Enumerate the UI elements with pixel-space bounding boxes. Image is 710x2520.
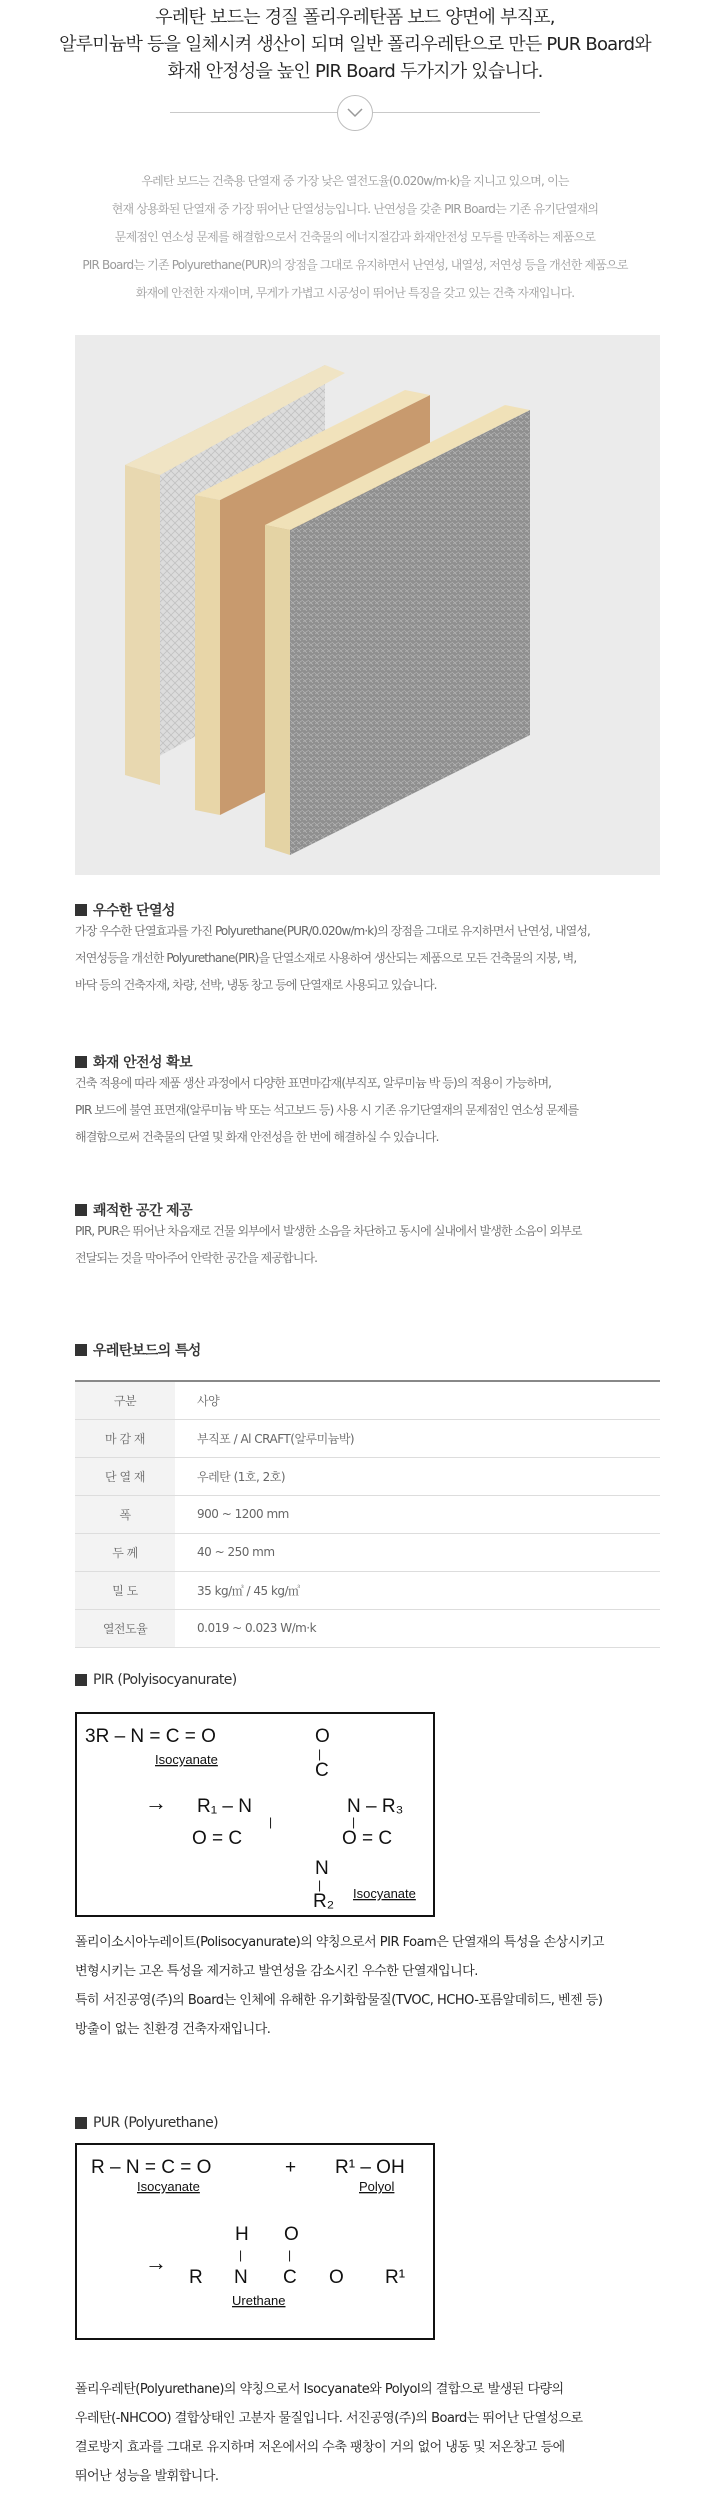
caption-line: 폴리우레탄(Polyurethane)의 약칭으로서 Isocyanate와 Polyol의 결합으로 발생된 다량의 xyxy=(75,2382,564,2397)
spec-table xyxy=(75,1380,660,1648)
pur-caption xyxy=(75,2375,665,2491)
section-body-comfort xyxy=(75,1218,655,1272)
section-title-text: PIR (Polyisocyanurate) xyxy=(93,1672,237,1688)
pir-bond: | xyxy=(318,1747,322,1761)
table-cell-label: 마 감 재 xyxy=(75,1419,175,1457)
section-line: 해결함으로써 건축물의 단열 및 화재 안전성을 한 번에 해결하실 수 있습니다. xyxy=(75,1130,439,1144)
product-image xyxy=(75,335,660,875)
table-header-row xyxy=(75,1381,660,1419)
table-header-cell: 사양 xyxy=(175,1381,660,1419)
table-cell-value: 900 ~ 1200 mm xyxy=(175,1495,660,1533)
pur-formula-diagram xyxy=(75,2143,435,2340)
table-cell-label: 두 께 xyxy=(75,1533,175,1571)
pur-plus: + xyxy=(285,2157,297,2178)
table-cell-label: 열전도율 xyxy=(75,1609,175,1647)
headline-line: 알루미늄박 등을 일체시켜 생산이 되며 일반 폴리우레탄으로 만든 PUR Board와 xyxy=(59,34,651,55)
section-title-fire-safety xyxy=(75,1052,192,1072)
pir-bond: | xyxy=(352,1815,356,1829)
table-cell-label: 폭 xyxy=(75,1495,175,1533)
section-title-text: 쾌적한 공간 제공 xyxy=(93,1203,193,1219)
table-row xyxy=(75,1571,660,1609)
pir-bottom-n: N xyxy=(315,1858,329,1879)
table-cell-value: 35 kg/㎥ / 45 kg/㎥ xyxy=(175,1571,660,1609)
pir-top-o: O xyxy=(315,1726,330,1747)
table-row xyxy=(75,1533,660,1571)
caption-line: 방출이 없는 친환경 건축자재입니다. xyxy=(75,2022,271,2037)
pur-reactant2-label: Polyol xyxy=(359,2179,395,2194)
pur-row-n: N xyxy=(234,2267,248,2288)
pur-row-o: O xyxy=(329,2267,344,2288)
section-line: 저연성등을 개선한 Polyurethane(PIR)을 단열소재로 사용하여 생산되는 제품으로 모든 건축물의 지붕, 벽, xyxy=(75,951,577,965)
caption-line: 결로방지 효과를 그대로 유지하며 저온에서의 수축 팽창이 거의 없어 냉동 및 저온창고 등에 xyxy=(75,2440,565,2455)
section-title-text: PUR (Polyurethane) xyxy=(93,2115,219,2131)
pur-arrow: → xyxy=(145,2250,167,2275)
section-line: PIR 보드에 불연 표면재(알루미늄 박 또는 석고보드 등) 사용 시 기존 유기단열재의 문제점인 연소성 문제를 xyxy=(75,1103,579,1117)
table-cell-value: 우레탄 (1호, 2호) xyxy=(175,1457,660,1495)
pir-reactant: 3R – N = C = O xyxy=(85,1726,216,1747)
chevron-down-icon xyxy=(337,95,373,131)
section-title-comfort xyxy=(75,1200,192,1220)
caption-line: 변형시키는 고온 특성을 제거하고 발연성을 감소시킨 우수한 단열재입니다. xyxy=(75,1964,478,1979)
pur-row-r: R xyxy=(189,2267,203,2288)
intro-text xyxy=(40,167,670,307)
section-title-pir xyxy=(75,1672,237,1688)
pir-caption xyxy=(75,1928,665,2044)
pir-bond: | xyxy=(269,1815,273,1829)
pur-bond: | xyxy=(239,2248,243,2262)
caption-line: 우레탄(-NHCOO) 결합상태인 고분자 물질입니다. 서진공영(주)의 Board는 뛰어난 단열성으로 xyxy=(75,2411,583,2426)
intro-line: 현재 상용화된 단열재 중 가장 뛰어난 단열성능입니다. 난연성을 갖춘 PIR Board는 기존 유기단열재의 xyxy=(111,202,599,216)
table-row xyxy=(75,1419,660,1457)
intro-line: 우레탄 보드는 건축용 단열재 중 가장 낮은 열전도율(0.020w/m·k)을 지니고 있으며, 이는 xyxy=(141,174,569,188)
pur-reactant1-label: Isocyanate xyxy=(137,2179,200,2194)
bullet-square-icon xyxy=(75,1674,87,1686)
pir-bond: | xyxy=(318,1878,322,1892)
pir-right-bottom: O = C xyxy=(342,1828,393,1849)
caption-line: 특히 서진공영(주)의 Board는 인체에 유해한 유기화합물질(TVOC, HCHO-포름알데히드, 벤젠 등) xyxy=(75,1993,603,2008)
pur-reactant1: R – N = C = O xyxy=(91,2157,212,2178)
table-row xyxy=(75,1495,660,1533)
intro-line: PIR Board는 기존 Polyurethane(PUR)의 장점을 그대로 유지하면서 난연성, 내열성, 저연성 등을 개선한 제품으로 xyxy=(82,258,628,272)
pir-left-bottom: O = C xyxy=(192,1828,243,1849)
section-line: 바닥 등의 건축자재, 차량, 선박, 냉동 창고 등에 단열재로 사용되고 있습니다. xyxy=(75,978,437,992)
pur-reactant2: R¹ – OH xyxy=(335,2157,405,2178)
table-cell-value: 40 ~ 250 mm xyxy=(175,1533,660,1571)
headline-line: 우레탄 보드는 경질 폴리우레탄폼 보드 양면에 부직포, xyxy=(155,7,555,28)
bullet-square-icon xyxy=(75,2117,87,2129)
table-cell-value: 0.019 ~ 0.023 W/m·k xyxy=(175,1609,660,1647)
section-title-insulation xyxy=(75,900,175,920)
section-line: 가장 우수한 단열효과를 가진 Polyurethane(PUR/0.020w/m·k)의 장점을 그대로 유지하면서 난연성, 내열성, xyxy=(75,924,590,938)
intro-line: 화재에 안전한 자재이며, 무게가 가볍고 시공성이 뛰어난 특징을 갖고 있는 건축 자재입니다. xyxy=(135,286,575,300)
section-title-text: 우레탄보드의 특성 xyxy=(93,1343,201,1359)
table-cell-label: 단 열 재 xyxy=(75,1457,175,1495)
table-row xyxy=(75,1609,660,1647)
headline-line: 화재 안정성을 높인 PIR Board 두가지가 있습니다. xyxy=(167,61,543,82)
caption-line: 폴리이소시아누레이트(Polisocyanurate)의 약칭으로서 PIR Foam은 단열재의 특성을 손상시키고 xyxy=(75,1935,604,1950)
pir-left-group: R₁ – N xyxy=(197,1796,252,1817)
pir-reactant-label: Isocyanate xyxy=(155,1752,218,1767)
pir-right-group: N – R₃ xyxy=(347,1796,404,1817)
pur-bond: | xyxy=(288,2248,292,2262)
section-title-pur xyxy=(75,2115,218,2131)
intro-line: 문제점인 연소성 문제를 해결함으로서 건축물의 에너지절감과 화재안전성 모두를 만족하는 제품으로 xyxy=(114,230,596,244)
section-line: 건축 적용에 따라 제품 생산 과정에서 다양한 표면마감재(부직포, 알루미늄 박 등)의 적용이 가능하며, xyxy=(75,1076,552,1090)
pir-product-label: Isocyanate xyxy=(353,1886,416,1901)
table-cell-value: 부직포 / Al CRAFT(알루미늄박) xyxy=(175,1419,660,1457)
bullet-square-icon xyxy=(75,1056,87,1068)
pir-top-c: C xyxy=(315,1760,329,1781)
section-title-text: 화재 안전성 확보 xyxy=(93,1055,193,1071)
table-header-cell: 구분 xyxy=(75,1381,175,1419)
pur-product-label: Urethane xyxy=(232,2293,286,2308)
pur-row-c: C xyxy=(283,2267,297,2288)
bullet-square-icon xyxy=(75,1344,87,1356)
section-body-insulation xyxy=(75,918,655,999)
table-cell-label: 밀 도 xyxy=(75,1571,175,1609)
pir-arrow: → xyxy=(145,1790,167,1815)
pur-row-r1: R¹ xyxy=(385,2267,406,2288)
bullet-square-icon xyxy=(75,1204,87,1216)
headline xyxy=(0,4,710,85)
section-title-text: 우수한 단열성 xyxy=(93,903,175,919)
pur-top-o: O xyxy=(284,2224,299,2245)
caption-line: 뛰어난 성능을 발휘합니다. xyxy=(75,2469,219,2484)
table-row xyxy=(75,1457,660,1495)
bullet-square-icon xyxy=(75,904,87,916)
section-line: PIR, PUR은 뛰어난 차음재로 건물 외부에서 발생한 소음을 차단하고 동시에 실내에서 발생한 소음이 외부로 xyxy=(75,1224,582,1238)
pir-bottom-r: R₂ xyxy=(313,1891,335,1912)
pur-top-h: H xyxy=(235,2224,249,2245)
section-title-spec xyxy=(75,1340,201,1360)
pir-formula-diagram xyxy=(75,1712,435,1917)
section-line: 전달되는 것을 막아주어 안락한 공간을 제공합니다. xyxy=(75,1251,318,1265)
section-body-fire-safety xyxy=(75,1070,655,1151)
